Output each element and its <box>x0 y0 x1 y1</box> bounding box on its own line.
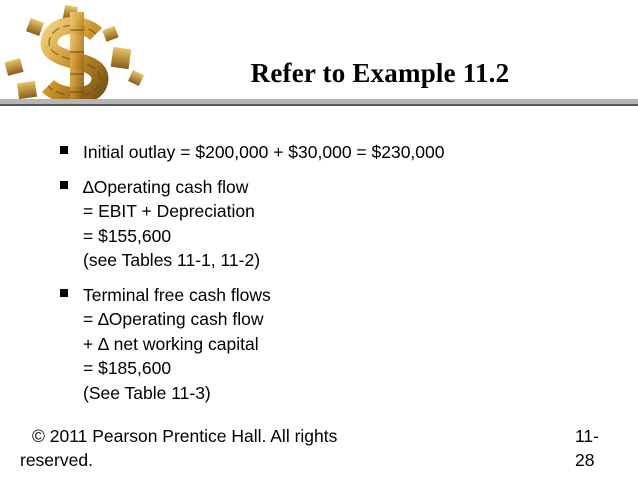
square-bullet-icon <box>60 146 68 154</box>
bullet-line: (See Table 11-3) <box>83 382 211 403</box>
bullet-line: = ∆Operating cash flow <box>83 309 264 329</box>
bullet-terminal-free-cash-flows <box>60 283 620 406</box>
bullet-line: + ∆ net working capital <box>83 333 259 354</box>
copyright-line: © 2011 Pearson Prentice Hall. All rights <box>32 426 338 446</box>
slide-title: Refer to Example 11.2 <box>250 58 510 88</box>
copyright-footer <box>20 424 420 472</box>
bullet-line: ∆Operating cash flow <box>83 176 249 197</box>
gold-dollar-sign-puzzle-icon <box>0 0 160 108</box>
bullet-line: (see Tables 11-1, 11-2) <box>83 250 261 270</box>
copyright-line: reserved. <box>20 450 93 470</box>
bullet-operating-cash-flow <box>60 175 620 273</box>
bullet-line: Terminal free cash flows <box>83 284 271 305</box>
bullet-list <box>60 140 620 415</box>
bullet-line: = $155,600 <box>83 225 172 246</box>
bullet-line: = $185,600 <box>83 358 172 378</box>
bullet-initial-outlay <box>60 140 620 165</box>
square-bullet-icon <box>60 181 68 189</box>
bullet-line: = EBIT + Depreciation <box>83 201 255 221</box>
bullet-line: Initial outlay = $200,000 + $30,000 = $230,000 <box>83 142 445 162</box>
title-divider-dark <box>0 104 638 106</box>
square-bullet-icon <box>60 289 68 297</box>
slide-number-line: 28 <box>575 450 595 470</box>
slide-number <box>575 424 635 472</box>
slide-number-line: 11- <box>575 426 599 446</box>
